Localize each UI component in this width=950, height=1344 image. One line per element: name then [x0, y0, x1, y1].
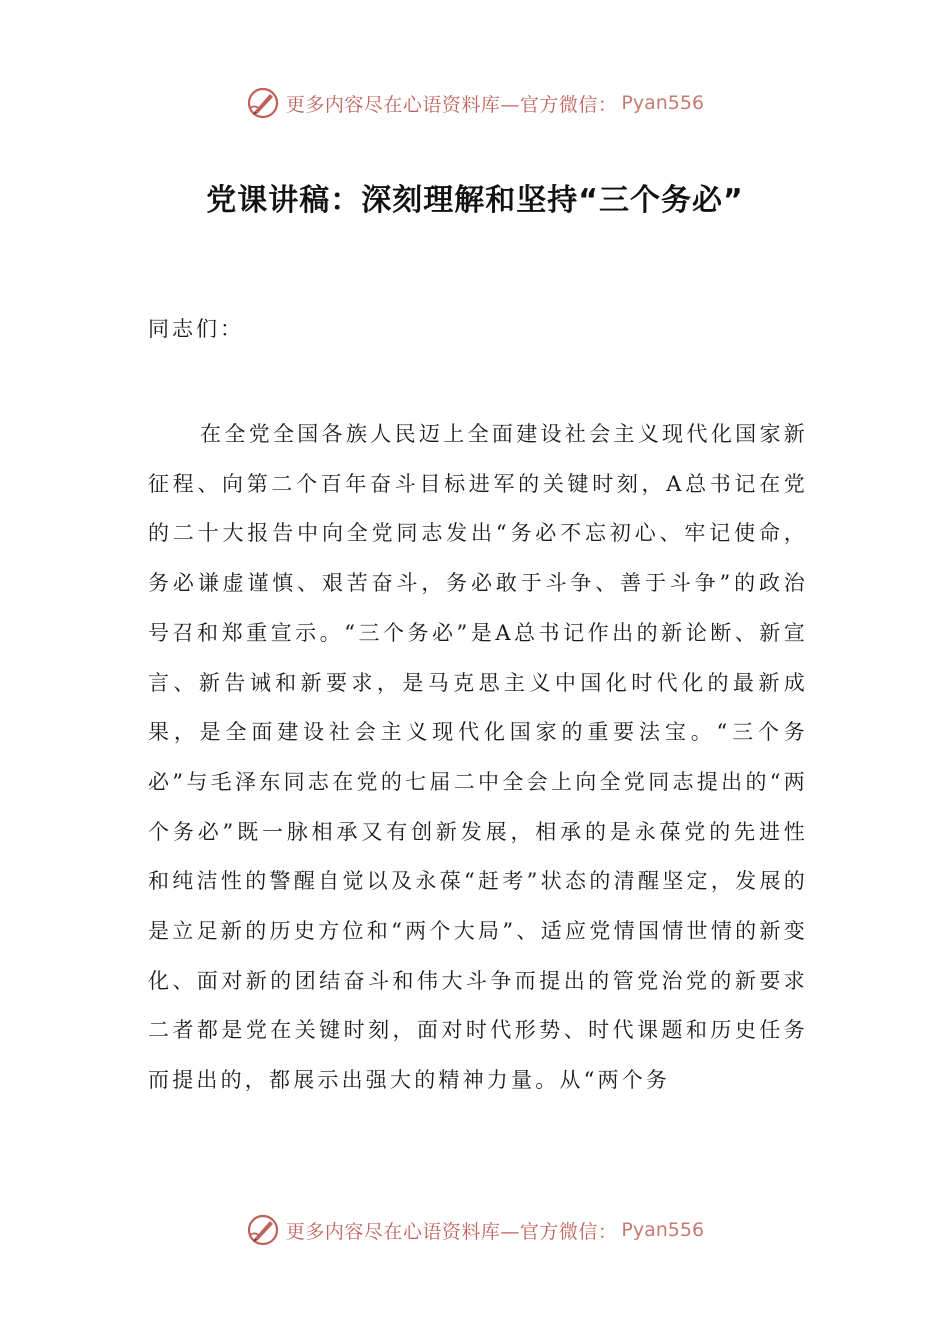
wechat-id: Pyan556 [621, 92, 705, 114]
footer-banner [0, 1210, 950, 1250]
banner-text: 更多内容尽在心语资料库—官方微信： [285, 93, 618, 116]
salutation: 同志们： [148, 317, 244, 341]
banner-text: 更多内容尽在心语资料库—官方微信： [285, 1220, 618, 1243]
body-paragraph: 在全党全国各族人民迈上全面建设社会主义现代化国家新征程、向第二个百年奋斗目标进军的关键时刻，A总书记在党的二十大报告中向全党同志发出“务必不忘初心、牢记使命，务必谦虚谨慎、艰苦奋斗，务必敢于斗争、善于斗争”的政治号召和郑重宣示。“三个务必”是A总书记作出的新论断、新宣言、新告诫和新要求，是马克思主义中国化时代化的最新成果，是全面建设社会主义现代化国家的重要法宝。“三个务必”与毛泽东同志在党的七届二中全会上向全党同志提出的“两个务必”既一脉相承又有创新发展，相承的是永葆党的先进性和纯洁性的警醒自觉以及永葆“赶考”状态的清醒坚定，发展的是立足新的历史方位和“两个大局”、适应党情国情世情的新变化、面对新的团结奋斗和伟大斗争而提出的管党治党的新要求二者都是党在关键时刻，面对时代形势、时代课题和历史任务而提出的，都展示出强大的精神力量。从“两个务 [148, 422, 808, 1093]
wechat-id: Pyan556 [621, 1219, 705, 1241]
pen-logo-icon [246, 1213, 280, 1247]
page-title: 党课讲稿：深刻理解和坚持“三个务必” [206, 183, 744, 218]
header-banner [0, 83, 950, 123]
pen-logo-icon [246, 86, 280, 120]
